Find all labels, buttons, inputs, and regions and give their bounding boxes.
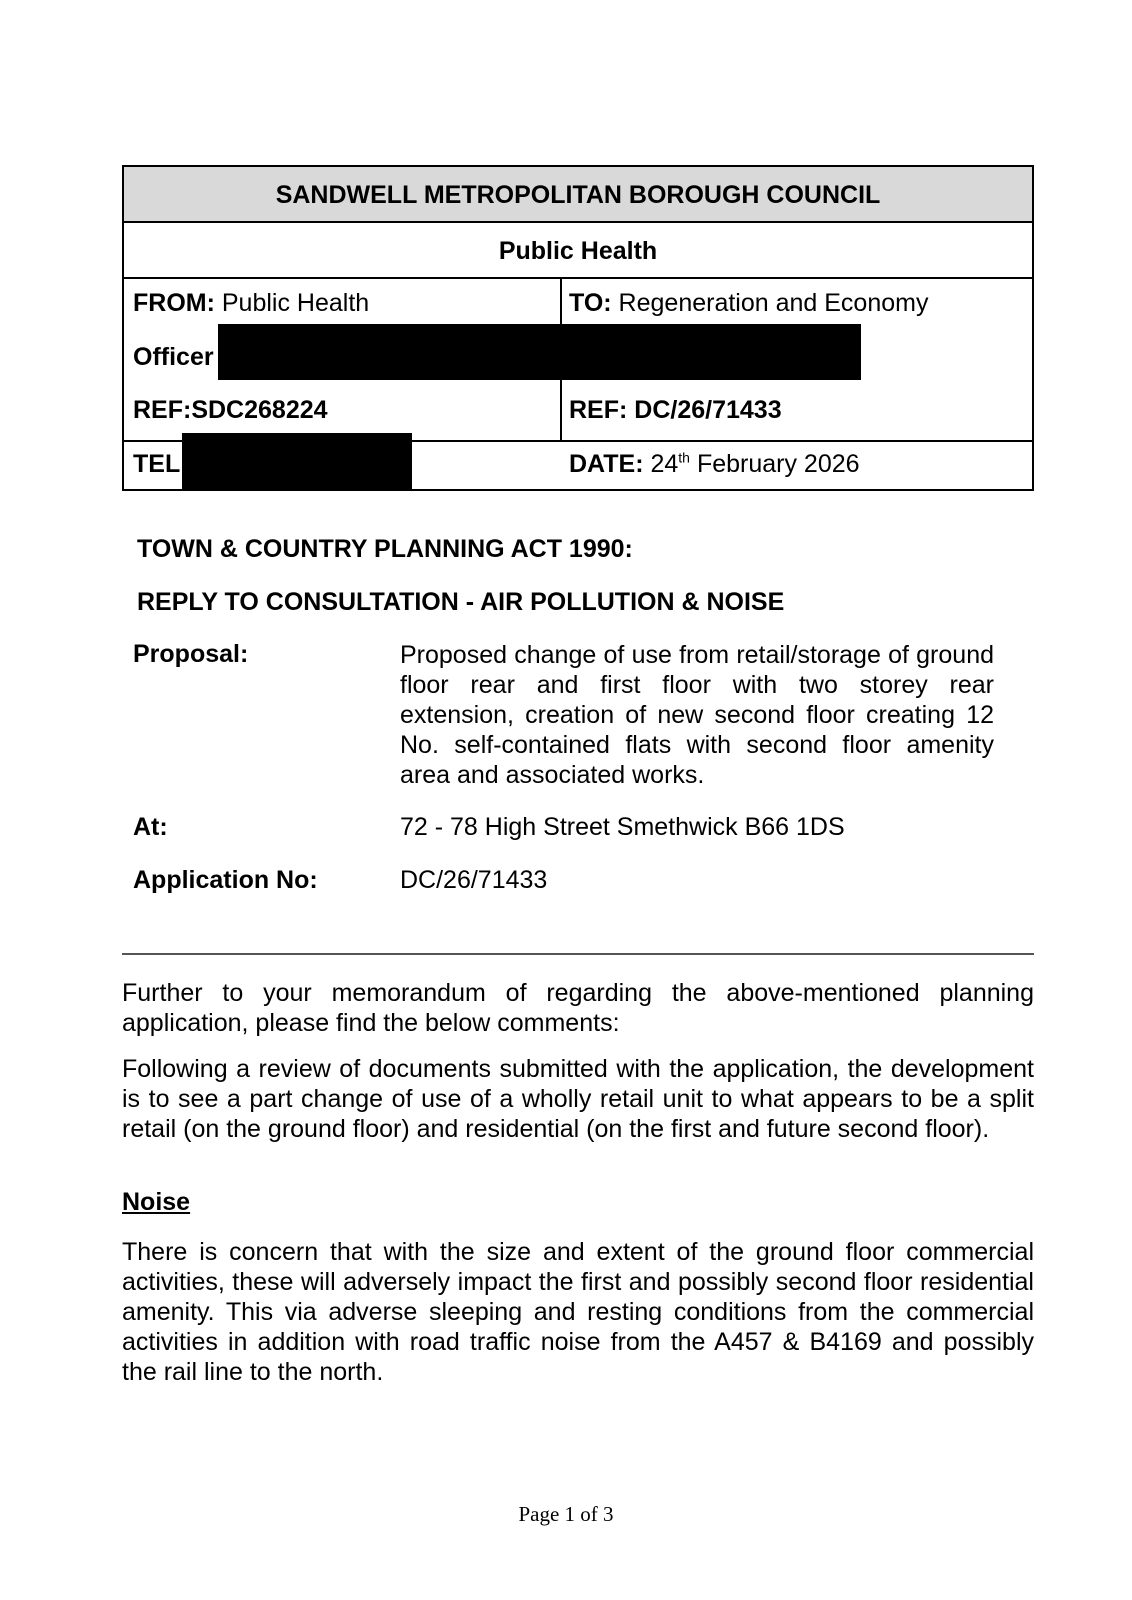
from-field [133, 289, 369, 318]
memo-header-table [122, 165, 1034, 491]
from-value: Public Health [221, 289, 370, 317]
date-field [569, 450, 860, 479]
noise-paragraph: There is concern that with the size and extent of the ground floor commercial activities, these will adversely impact the first and possibly second floor residential amenity. This via adverse sleeping and resting conditions from the commercial activities in addition with road traffic noise from the A457 & B4169 and possibly the rail line to the north. [122, 1238, 1034, 1386]
date-label: DATE: [569, 450, 644, 478]
from-label: FROM: [133, 289, 215, 317]
application-no-label: Application No: [133, 866, 318, 894]
intro-paragraph: Further to your memorandum of regarding the above-mentioned planning application, please find the below comments: [122, 979, 1034, 1037]
review-paragraph: Following a review of documents submitted with the application, the development is to see a part change of use of a wholly retail unit to what appears to be a split retail (on the ground floor) and residential (on the first and future second floor). [122, 1055, 1034, 1143]
date-rest: February 2026 [696, 450, 860, 478]
act-heading: TOWN & COUNTRY PLANNING ACT 1990: [137, 535, 633, 563]
ref-right-field [569, 396, 782, 425]
ref-left: REF:SDC268224 [133, 396, 328, 424]
page-number: Page 1 of 3 [518, 1502, 614, 1526]
section-divider [122, 953, 1034, 955]
to-value: Regeneration and Economy [618, 289, 929, 317]
council-row [124, 167, 1032, 223]
date-suffix: th [678, 449, 690, 466]
tel-label: TEL [133, 450, 181, 478]
date-day: 24 [650, 450, 679, 478]
to-field [569, 289, 928, 318]
proposal-label: Proposal: [133, 640, 249, 668]
noise-heading: Noise [122, 1188, 191, 1216]
council-name: SANDWELL METROPOLITAN BOROUGH COUNCIL [275, 181, 881, 209]
department-name: Public Health [498, 237, 658, 265]
reply-heading: REPLY TO CONSULTATION - AIR POLLUTION & NOISE [137, 588, 785, 616]
officer-field [133, 343, 214, 372]
department-row [124, 223, 1032, 279]
tel-field [133, 450, 180, 479]
at-value: 72 - 78 High Street Smethwick B66 1DS [400, 813, 845, 841]
officer-redaction [218, 324, 861, 380]
at-label: At: [133, 813, 168, 841]
officer-label: Officer [133, 343, 214, 371]
proposal-value: Proposed change of use from retail/storage of ground floor rear and first floor with two storey rear extension, creation of new second floor creating 12 No. self-contained flats with second floor amenity area and associated works. [400, 641, 994, 789]
ref-right: REF: DC/26/71433 [569, 396, 782, 424]
to-label: TO: [569, 289, 612, 317]
application-no-value: DC/26/71433 [400, 866, 548, 894]
ref-left-field [133, 396, 328, 425]
tel-redaction [182, 433, 412, 491]
